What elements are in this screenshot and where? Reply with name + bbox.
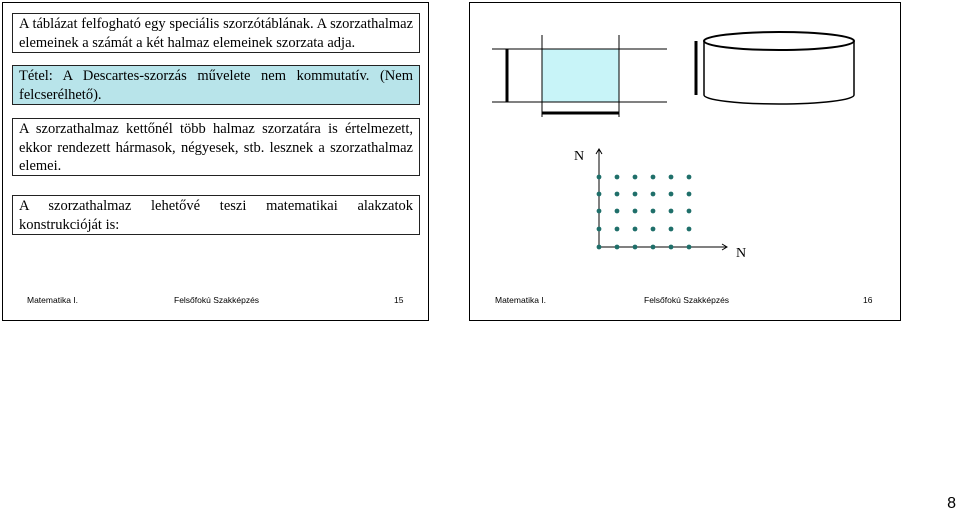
theorem-text: Tétel: A Descartes-szorzás művelete nem kommutatív. (Nem felcserélhető). [19, 68, 413, 103]
lattice-point [669, 175, 674, 180]
lattice-point [669, 245, 674, 250]
lattice-point [669, 192, 674, 197]
footer-center: Felsőfokú Szakképzés [174, 295, 260, 305]
lattice-point [633, 175, 638, 180]
lattice-point [615, 245, 620, 250]
product-rectangle [542, 49, 619, 102]
slide-16 [469, 2, 901, 321]
box4-text: A szorzathalmaz lehetővé teszi matematikai alakzatok konstrukcióját is: [19, 198, 413, 233]
rectangle-product-figure [492, 35, 667, 117]
box1-text: A táblázat felfogható egy speciális szorzótáblának. A szorzathalmaz elemeinek a számát a két halmaz elemeinek szorzata adja. [19, 16, 413, 51]
lattice-point [687, 209, 692, 214]
document-page-number: 8 [947, 495, 956, 512]
lattice-point [633, 227, 638, 232]
lattice-point [633, 245, 638, 250]
lattice-point [633, 192, 638, 197]
slide-16-figures [470, 3, 900, 320]
cylinder-figure [696, 32, 854, 104]
lattice-point [597, 209, 602, 214]
y-axis-label: N [574, 149, 585, 164]
cylinder-bottom-arc [704, 95, 854, 104]
lattice-figure [574, 149, 746, 261]
lattice-point [597, 175, 602, 180]
lattice-point [651, 192, 656, 197]
slide-15 [2, 2, 429, 321]
footer-page-number: 16 [863, 295, 873, 305]
theorem-box [12, 65, 420, 105]
lattice-point [597, 227, 602, 232]
lattice-point [615, 192, 620, 197]
footer-left: Matematika I. [27, 295, 79, 305]
lattice-point [651, 175, 656, 180]
footer-page-number: 15 [394, 295, 404, 305]
lattice-point [651, 245, 656, 250]
lattice-point [687, 227, 692, 232]
lattice-point [597, 245, 602, 250]
lattice-point [633, 209, 638, 214]
lattice-point [615, 209, 620, 214]
footer-left: Matematika I. [495, 295, 547, 305]
lattice-point [669, 209, 674, 214]
lattice-point [651, 209, 656, 214]
lattice-point [669, 227, 674, 232]
lattice-point [597, 192, 602, 197]
box3-text: A szorzathalmaz kettőnél több halmaz szorzatára is értelmezett, ekkor rendezett hármasok, négyesek, stb. lesznek a szorzathalmaz elemei. [19, 121, 413, 174]
text-box-multi-product [12, 118, 420, 176]
footer-center: Felsőfokú Szakképzés [644, 295, 730, 305]
lattice-point [615, 175, 620, 180]
cylinder-top-ellipse [704, 32, 854, 50]
lattice-point [687, 192, 692, 197]
lattice-point [651, 227, 656, 232]
text-box-constructions [12, 195, 420, 235]
lattice-point [615, 227, 620, 232]
x-axis-label: N [736, 246, 747, 261]
text-box-multiplication-table [12, 13, 420, 53]
lattice-point [687, 175, 692, 180]
lattice-point [687, 245, 692, 250]
